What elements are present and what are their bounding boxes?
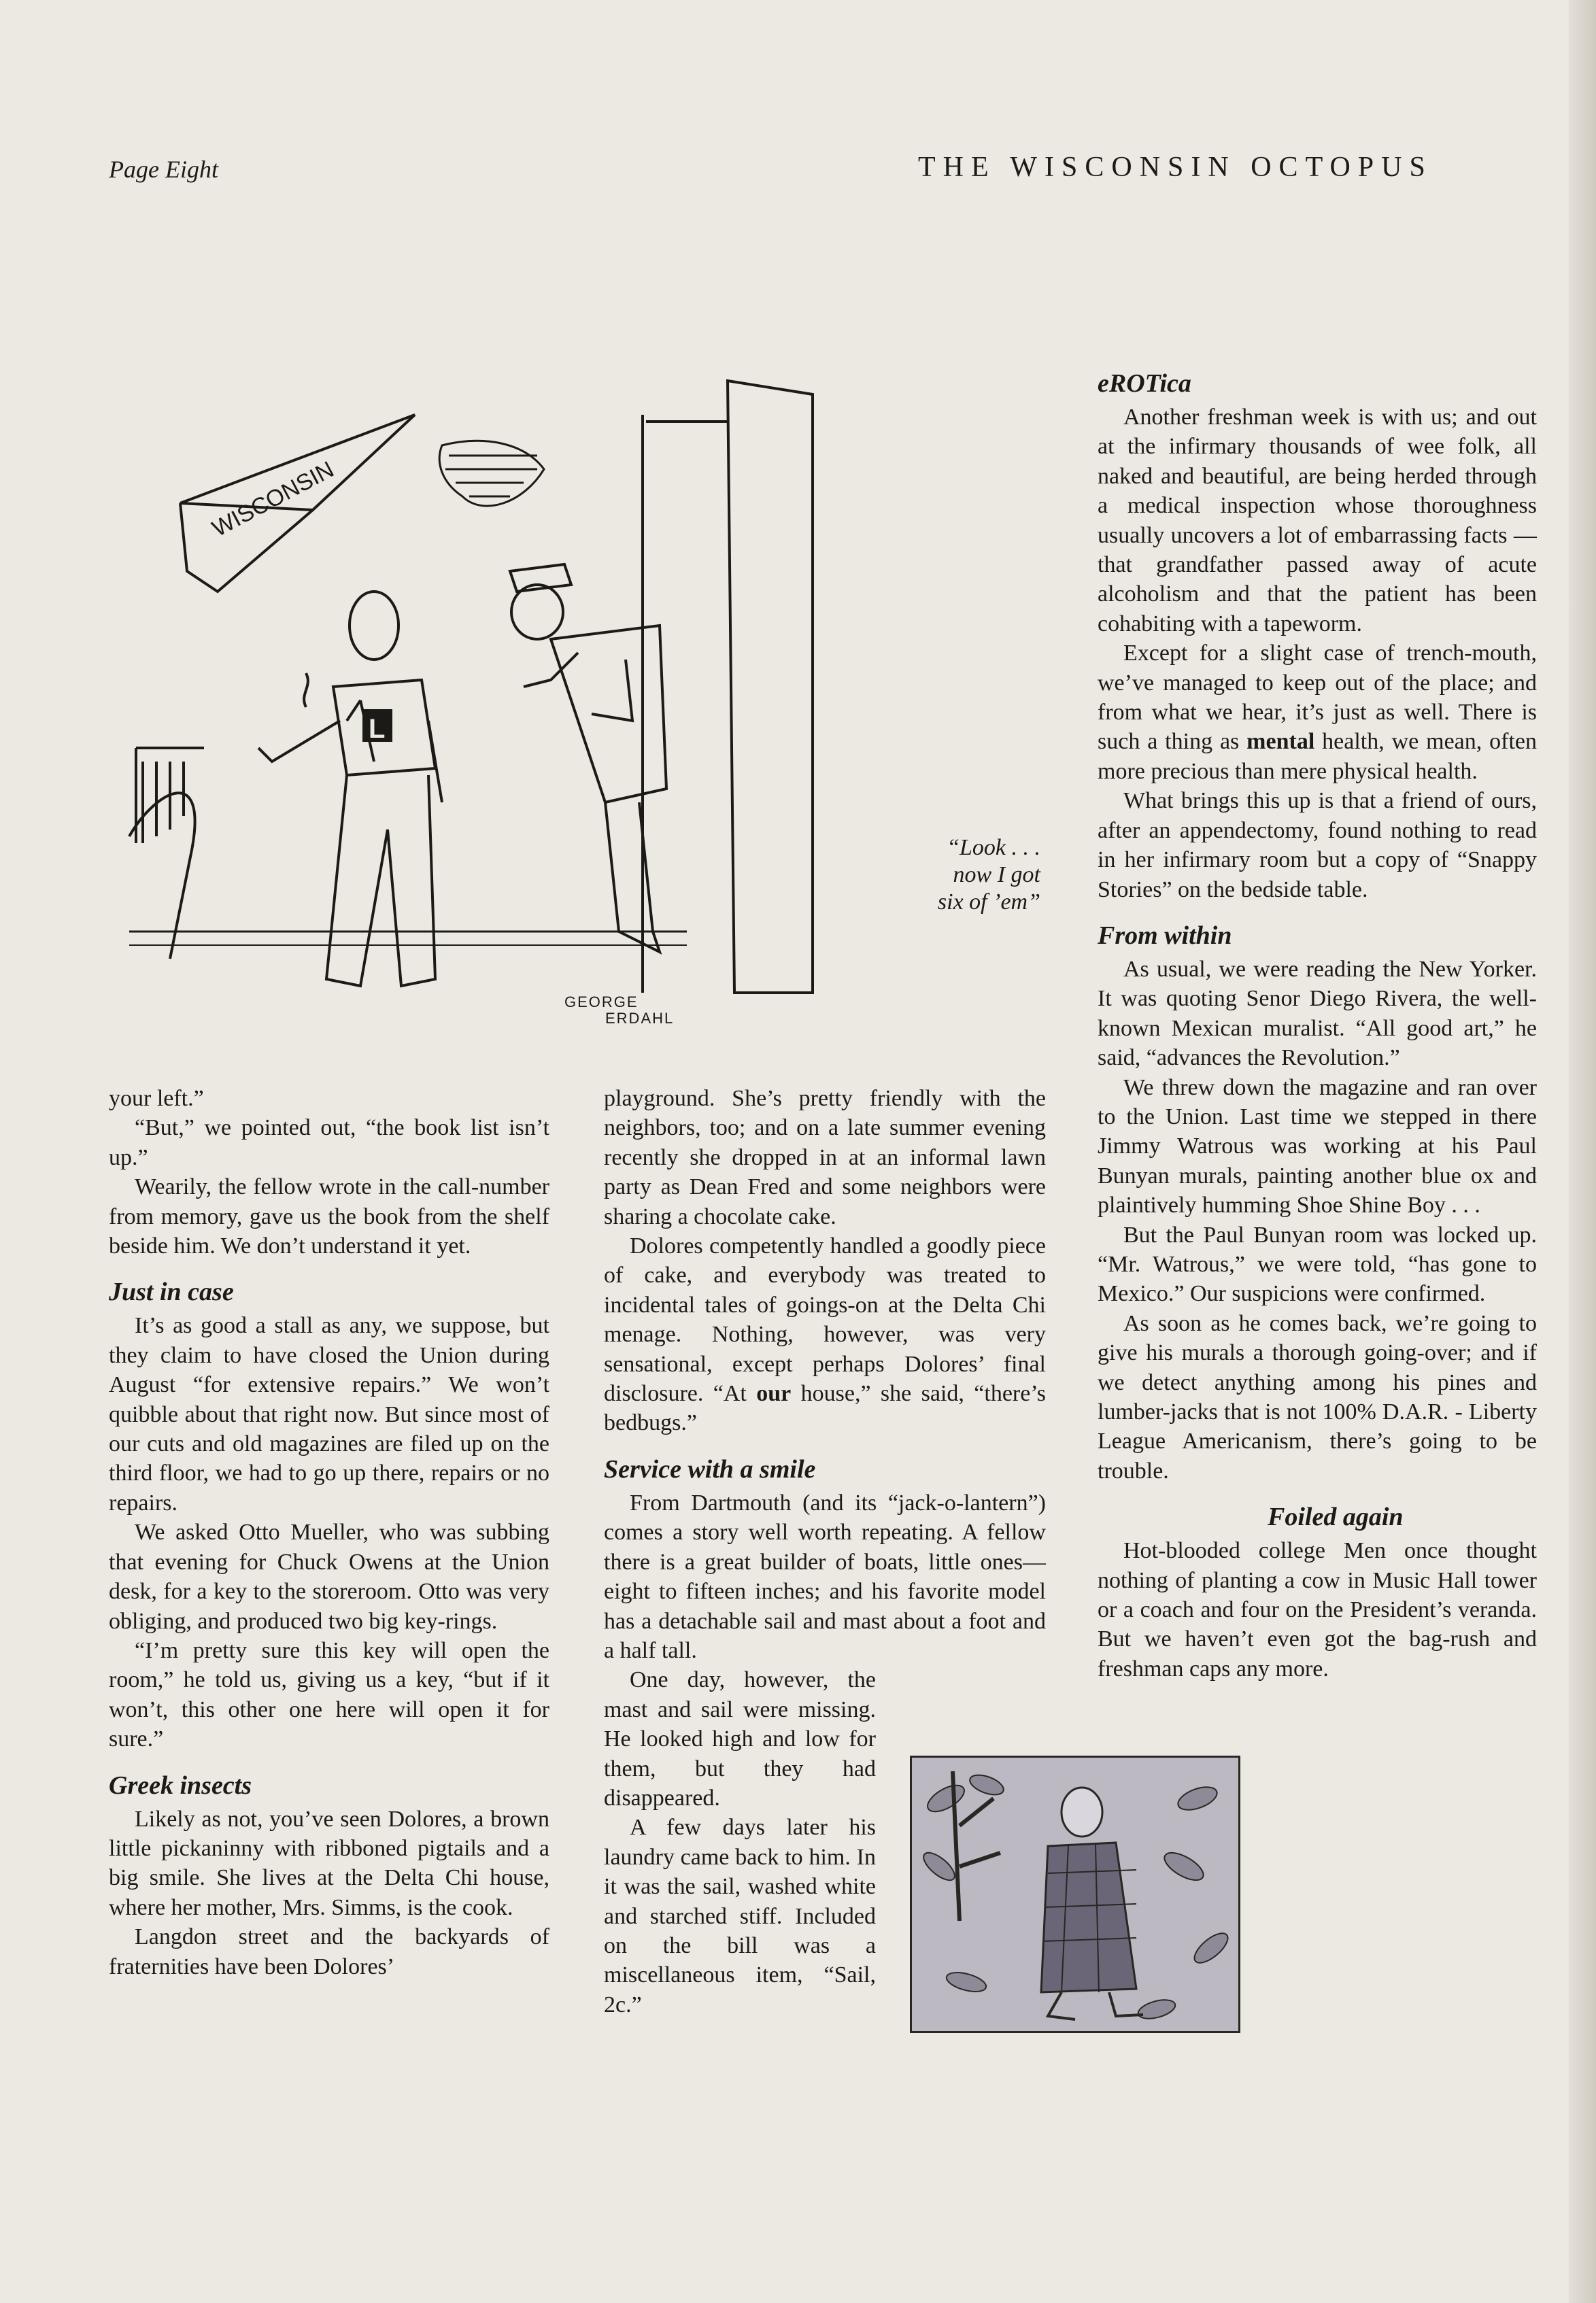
paragraph: “I’m pretty sure this key will open the room,” he told us, giving us a key, “but if it won’t, this other one here will open it for sure.”	[109, 1637, 549, 1752]
caption-line: “Look . . .	[947, 835, 1040, 860]
caption-line: now I got	[953, 862, 1040, 887]
column-left	[109, 1084, 549, 1981]
paragraph: We threw down the magazine and ran over to the Union. Last time we stepped in there Jimmy Watrous was working at his Paul Bunyan murals, painting another blue ox and plaintively humming Shoe Shine Boy . . .	[1098, 1074, 1537, 1218]
section-heading-greek-insects: Greek insects	[109, 1771, 252, 1800]
paragraph: Langdon street and the backyards of fraternities have been Dolores’	[109, 1924, 549, 1979]
paragraph: Likely as not, you’ve seen Dolores, a brown little pickaninny with ribboned pigtails and a big smile. She lives at the Delta Chi house, where her mother, Mrs. Simms, is the cook.	[109, 1806, 549, 1920]
text-run: Dolores competently handled a goodly piece of cake, and everybody was treated to incidental tales of goings-on at the Delta Chi menage. Nothing, however, was very sensational, except perhaps Dolores’ final disclosure. “At	[604, 1233, 1046, 1407]
text-run: house,” she said, “there’s bedbugs.”	[604, 1381, 1047, 1436]
paragraph: A few days later his laundry came back to him. In it was the sail, washed white and starched stiff. Included on the bill was a miscellaneous item, “Sail, 2c.”	[604, 1815, 876, 2017]
sweater-letter: L	[369, 714, 386, 744]
paragraph: Wearily, the fellow wrote in the call-number from memory, gave us the book from the shelf beside him. We don’t understand it yet.	[109, 1174, 549, 1259]
page-number: Page Eight	[109, 156, 218, 183]
paragraph: It’s as good a stall as any, we suppose, but they claim to have closed the Union during August “for extensive repairs.” We won’t quibble about that right now. But since most of our cuts and old magazines are filed up on the third floor, we had to go up there, repairs or no repairs.	[109, 1313, 549, 1516]
magazine-title: THE WISCONSIN OCTOPUS	[918, 152, 1433, 183]
paragraph: From Dartmouth (and its “jack-o-lantern”) comes a story well worth repeating. A fellow there is a great builder of boats, little ones—eight to fifteen inches; and his favorite model has a detachable sail and mast about a foot and a half tall.	[604, 1490, 1046, 1663]
emphasis: our	[756, 1381, 792, 1407]
section-heading-erotica: eROTica	[1098, 369, 1191, 398]
signature-line: ERDAHL	[605, 1010, 675, 1027]
column-right	[1098, 369, 1537, 1684]
paragraph	[1098, 638, 1537, 786]
pennant	[180, 415, 415, 592]
door	[643, 381, 813, 993]
caption-line: six of ’em”	[937, 889, 1040, 915]
signature-line: GEORGE	[564, 993, 639, 1010]
student-figure	[258, 592, 442, 986]
cartoon-illustration	[102, 367, 904, 1047]
paragraph: playground. She’s pretty friendly with the neighbors, too; and on a late summer evening recently she dropped in at an informal lawn party as Dean Fred and some neighbors were sharing a chocolate cake.	[604, 1086, 1046, 1229]
pennant-text: WISCONSIN	[207, 456, 339, 543]
paragraph: What brings this up is that a friend of ours, after an appendectomy, found nothing to read in her infirmary room but a copy of “Snappy Stories” on the bedside table.	[1098, 788, 1537, 902]
paragraph	[604, 1231, 1046, 1438]
cracked-plaster	[439, 441, 544, 506]
paragraph: Hot-blooded college Men once thought nothing of planting a cow in Music Hall tower or a coach and four on the President’s veranda. But we haven’t even got the bag-rush and freshman caps any more.	[1098, 1538, 1537, 1682]
paragraph: your left.”	[109, 1086, 204, 1111]
artist-signature	[564, 994, 728, 1035]
emphasis: mental	[1246, 729, 1315, 755]
paragraph: We asked Otto Mueller, who was subbing that evening for Chuck Owens at the Union desk, for a key to the storeroom. Otto was very obliging, and produced two big key-rings.	[109, 1520, 549, 1634]
text-run: health, we mean, often more precious than mere physical health.	[1098, 729, 1538, 784]
section-heading-from-within: From within	[1098, 921, 1232, 950]
walking-man-illustration	[910, 1756, 1240, 2033]
paragraph: One day, however, the mast and sail were missing. He looked high and low for them, but they had disappeared.	[604, 1667, 876, 1811]
bed	[129, 748, 204, 959]
section-heading-service: Service with a smile	[604, 1454, 816, 1484]
section-heading-foiled-again: Foiled again	[1268, 1503, 1404, 1532]
paragraph: “But,” we pointed out, “the book list isn’t up.”	[109, 1115, 549, 1170]
page-edge-shadow	[1569, 0, 1596, 2303]
paragraph: As soon as he comes back, we’re going to give his murals a thorough going-over; and if we detect anything among his pines and lumber-jacks that is not 100% D.A.R. - Liberty League Americanism, there’s going to be trouble.	[1098, 1310, 1537, 1484]
paragraph: But the Paul Bunyan room was locked up. “Mr. Watrous,” we were told, “has gone to Mexico.” Our suspicions were confirmed.	[1098, 1222, 1537, 1307]
paragraph: Another freshman week is with us; and out at the infirmary thousands of wee folk, all naked and beautiful, are being herded through a medical inspection whose thoroughness usually uncovers a lot of embarrassing facts — that grandfather passed away of acute alcoholism and that the patient has been cohabiting with a tapeworm.	[1098, 405, 1537, 636]
text-run: Except for a slight case of trench-mouth, we’ve managed to keep out of the place; and from what we hear, it’s just as well. There is such a thing as	[1098, 641, 1537, 755]
paragraph: As usual, we were reading the New Yorker. It was quoting Senor Diego Rivera, the well-known Mexican muralist. “All good art,” he said, “advances the Revolution.”	[1098, 956, 1537, 1071]
cartoon-caption	[884, 834, 1040, 916]
section-heading-just-in-case: Just in case	[109, 1278, 234, 1307]
